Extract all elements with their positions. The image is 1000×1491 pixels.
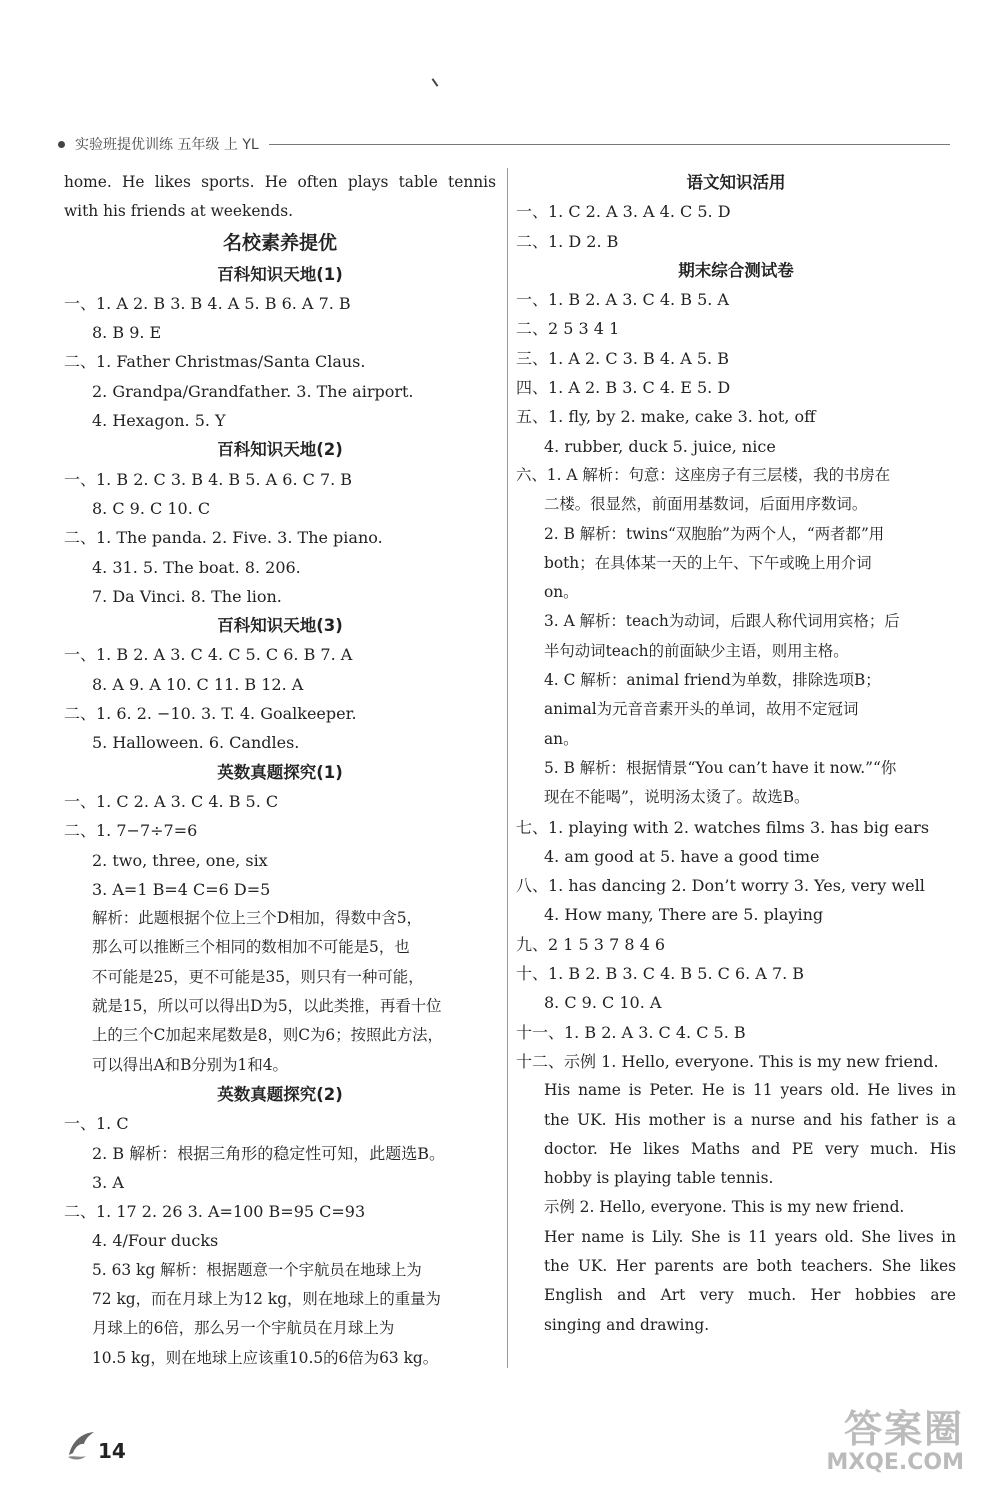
answer-line: 8. C 9. C 10. C: [92, 498, 211, 518]
answer-line: 不可能是25，更不可能是35，则只有一种可能，: [92, 967, 424, 986]
answer-line: 3. A=1 B=4 C=6 D=5: [92, 879, 271, 899]
answer-line: 一、1. A 2. B 3. B 4. A 5. B 6. A 7. B: [64, 293, 351, 313]
answer-line: 二、1. The panda. 2. Five. 3. The piano.: [64, 528, 383, 548]
watermark: [758, 1408, 964, 1476]
answer-line: the UK. Her parents are both teachers. She likes: [544, 1256, 956, 1275]
answer-line: 3. A: [92, 1172, 124, 1192]
answer-line: 2. B 解析：根据三角形的稳定性可知，此题选B。: [92, 1143, 445, 1163]
answer-line: 半句动词teach的前面缺少主语，则用主格。: [544, 641, 849, 660]
answer-line: the UK. His mother is a nurse and his father is a: [544, 1110, 956, 1129]
page-number: 14: [98, 1439, 126, 1463]
left-column: [64, 168, 496, 1373]
section-heading: 百科知识天地(1): [217, 264, 343, 284]
section-heading: 百科知识天地(3): [217, 616, 343, 636]
watermark-text: 答案圈: [843, 1407, 964, 1451]
answer-line: 二、2 5 3 4 1: [516, 319, 620, 339]
column-divider: [507, 168, 508, 1368]
answer-line: 上的三个C加起来尾数是8，则C为6；按照此方法，: [92, 1026, 443, 1045]
answer-line: 七、1. playing with 2. watches films 3. has big ears: [516, 817, 930, 837]
answer-line: 示例 2. Hello, everyone. This is my new friend.: [544, 1198, 905, 1217]
answer-line: English and Art very much. Her hobbies are: [544, 1286, 956, 1305]
answer-line: with his friends at weekends.: [64, 202, 293, 221]
answer-line: 那么可以推断三个相同的数相加不可能是5，也: [92, 938, 410, 957]
answer-line: 10.5 kg，则在地球上应该重10.5的6倍为63 kg。: [92, 1348, 439, 1367]
answer-line: 十、1. B 2. B 3. C 4. B 5. C 6. A 7. B: [516, 964, 805, 984]
answer-line: 7. Da Vinci. 8. The lion.: [92, 586, 282, 606]
answer-line: 5. Halloween. 6. Candles.: [92, 733, 300, 753]
answer-line: 二、1. 17 2. 26 3. A=100 B=95 C=93: [64, 1202, 366, 1222]
answer-line: Her name is Lily. She is 11 years old. She lives in: [544, 1227, 956, 1246]
answer-line: 4. Hexagon. 5. Y: [92, 411, 226, 431]
answer-line: 一、1. C 2. A 3. C 4. B 5. C: [64, 791, 279, 811]
answer-line: 一、1. B 2. C 3. B 4. B 5. A 6. C 7. B: [64, 469, 353, 489]
answer-line: 5. B 解析：根据情景“You can’t have it now.”“你: [544, 758, 897, 777]
answer-line: 二、1. D 2. B: [516, 231, 619, 251]
answer-line: 4. C 解析：animal friend为单数，排除选项B；: [544, 671, 881, 690]
answer-line: 五、1. fly, by 2. make, cake 3. hot, off: [516, 407, 816, 427]
answer-line: 4. 31. 5. The boat. 8. 206.: [92, 557, 301, 577]
answer-line: an。: [544, 729, 579, 748]
answer-line: 4. rubber, duck 5. juice, nice: [544, 436, 776, 456]
answer-line: 十二、示例 1. Hello, everyone. This is my new friend.: [516, 1051, 939, 1071]
answer-line: 九、2 1 5 3 7 8 4 6: [516, 934, 666, 954]
answer-line: both；在具体某一天的上午、下午或晚上用介词: [544, 553, 872, 572]
answer-line: 三、1. A 2. C 3. B 4. A 5. B: [516, 348, 729, 368]
answer-line: hobby is playing table tennis.: [544, 1169, 774, 1188]
scan-mark: [432, 78, 439, 87]
section-heading: 英数真题探究(1): [217, 762, 343, 782]
answer-line: 2. B 解析：twins“双胞胎”为两个人，“两者都”用: [544, 524, 885, 543]
answer-line: doctor. He likes Maths and PE very much. His: [544, 1139, 956, 1158]
section-heading: 英数真题探究(2): [217, 1084, 343, 1104]
right-column: [516, 168, 956, 1340]
answer-line: 3. A 解析：teach为动词，后跟人称代词用宾格；后: [544, 612, 900, 631]
answer-line: 四、1. A 2. B 3. C 4. E 5. D: [516, 378, 731, 398]
answer-line: His name is Peter. He is 11 years old. He lives in: [544, 1081, 956, 1100]
answer-line: 二、1. Father Christmas/Santa Claus.: [64, 352, 366, 372]
answer-line: 4. 4/Four ducks: [92, 1231, 219, 1251]
answer-line: 5. 63 kg 解析：根据题意一个宇航员在地球上为: [92, 1260, 422, 1279]
answer-line: 六、1. A 解析：句意：这座房子有三层楼，我的书房在: [516, 465, 891, 484]
running-header: [58, 133, 950, 155]
answer-line: 8. B 9. E: [92, 323, 162, 343]
answer-line: 二楼。很显然，前面用基数词，后面用序数词。: [544, 495, 868, 514]
answer-line: 8. A 9. A 10. C 11. B 12. A: [92, 674, 304, 694]
section-heading: 名校素养提优: [222, 231, 337, 254]
answer-line: home. He likes sports. He often plays table tennis: [64, 173, 496, 191]
answer-line: 十一、1. B 2. A 3. C 4. C 5. B: [516, 1022, 746, 1042]
answer-line: 可以得出A和B分别为1和4。: [92, 1055, 288, 1074]
answer-line: 现在不能喝”，说明汤太烫了。故选B。: [544, 788, 810, 807]
bullet-icon: [58, 141, 65, 148]
answer-line: 4. How many, There are 5. playing: [544, 905, 824, 925]
answer-line: 解析：此题根据个位上三个D相加，得数中含5，: [92, 909, 422, 928]
answer-line: 一、1. B 2. A 3. C 4. B 5. A: [516, 290, 729, 310]
answer-line: 八、1. has dancing 2. Don’t worry 3. Yes, very well: [516, 876, 925, 896]
section-heading: 百科知识天地(2): [217, 440, 343, 460]
dolphin-logo-icon: [66, 1427, 96, 1461]
answer-line: 就是15，所以可以得出D为5，以此类推，再看十位: [92, 997, 442, 1016]
watermark-url: MXQE.COM: [826, 1450, 964, 1475]
section-heading: 期末综合测试卷: [678, 260, 794, 280]
answer-line: 二、1. 6. 2. −10. 3. T. 4. Goalkeeper.: [64, 704, 357, 724]
answer-line: 一、1. C: [64, 1114, 129, 1134]
section-heading: 语文知识活用: [686, 173, 786, 192]
answer-line: 2. two, three, one, six: [92, 850, 268, 870]
answer-line: 2. Grandpa/Grandfather. 3. The airport.: [92, 381, 414, 401]
answer-line: singing and drawing.: [544, 1315, 710, 1334]
answer-line: 4. am good at 5. have a good time: [544, 846, 820, 866]
answer-line: 72 kg，而在月球上为12 kg，则在地球上的重量为: [92, 1289, 441, 1308]
answer-line: 一、1. B 2. A 3. C 4. C 5. C 6. B 7. A: [64, 645, 353, 665]
answer-line: 二、1. 7−7÷7=6: [64, 821, 198, 841]
header-rule: [269, 144, 950, 145]
page-footer: [66, 1427, 126, 1461]
answer-line: 月球上的6倍，那么另一个宇航员在月球上为: [92, 1319, 395, 1338]
header-title: 实验班提优训练 五年级 上 YL: [75, 137, 259, 153]
answer-line: 一、1. C 2. A 3. A 4. C 5. D: [516, 202, 731, 222]
answer-line: animal为元音音素开头的单词，故用不定冠词: [544, 700, 859, 719]
answer-line: 8. C 9. C 10. A: [544, 993, 662, 1013]
answer-line: on。: [544, 583, 579, 602]
